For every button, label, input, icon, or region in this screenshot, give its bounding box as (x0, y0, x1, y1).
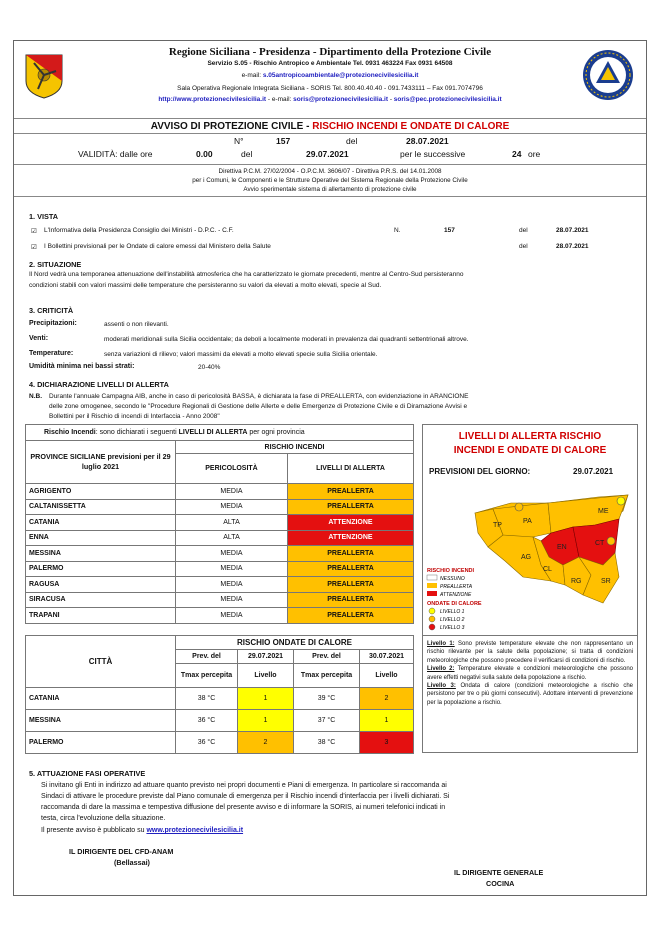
tmax-cell: 39 °C (294, 688, 360, 710)
venti-label: Venti: (29, 335, 49, 342)
livello-cell: PREALLERTA (288, 499, 414, 515)
livello-cell: PREALLERTA (288, 561, 414, 577)
level-cell: 2 (238, 732, 294, 754)
map-label-rg: RG (571, 578, 582, 585)
pericolosita-cell: MEDIA (176, 484, 288, 500)
livello-3-desc (427, 682, 633, 707)
header (14, 41, 646, 119)
header-email-link[interactable]: s.05antropicoambientale@protezionecivilesicilia.it (262, 72, 419, 79)
livello-1-desc (427, 640, 633, 665)
prec-value: assenti o non rilevanti. (104, 321, 169, 328)
temp-value: senza variazioni di rilievo; valori massimi da elevati a molto elevati specie sulla Sicilia orientale. (104, 351, 378, 358)
attuazione-line: testa, circa l'evoluzione della situazione. (41, 815, 166, 822)
table-row (26, 499, 414, 515)
livello-2-label: Livello 2: (427, 666, 455, 673)
legend-dot-l1 (429, 608, 435, 614)
palermo-heat-marker (515, 503, 523, 511)
web-sep-1: - e-mail: (266, 96, 294, 103)
validita-del: del (241, 149, 253, 159)
header-web-link[interactable]: http://www.protezionecivilesicilia.it (158, 96, 267, 103)
col-rischio-incendi: RISCHIO INCENDI (176, 441, 414, 454)
civil-protection-logo (582, 49, 634, 101)
map-label-ag: AG (521, 554, 532, 561)
map-prev-label: PREVISIONI DEL GIORNO: (429, 467, 531, 476)
vista-item2-del: del (519, 243, 528, 250)
livello-cell: ATTENZIONE (288, 515, 414, 531)
table-row (26, 608, 414, 624)
legend-dot-l3 (429, 624, 435, 630)
city-name: MESSINA (26, 710, 176, 732)
legend-calore-title: ONDATE DI CALORE (427, 601, 482, 607)
legend-l1: LIVELLO 1 (440, 609, 465, 615)
attuazione-pub (41, 827, 243, 834)
prev-date-2: 30.07.2021 (360, 650, 414, 664)
map-label-cl: CL (543, 566, 552, 573)
direttive-box (14, 164, 646, 197)
vista-item1-date: 28.07.2021 (556, 227, 589, 234)
col-pericolosita: PERICOLOSITÀ (176, 454, 288, 484)
header-email-line (14, 72, 646, 79)
firma-left-title: IL DIRIGENTE DEL CFD-ANAM (69, 847, 174, 856)
level-cell: 3 (360, 732, 414, 754)
direttive-line: Direttiva P.C.M. 27/02/2004 - O.P.C.M. 3606/07 - Direttiva P.R.S. del 14.01.2008 (218, 168, 442, 175)
validita-label: VALIDITÀ: dalle ore (78, 149, 153, 159)
direttive-line: Avvio sperimentale sistema di allertamento di protezione civile (243, 186, 417, 193)
catania-heat-marker (607, 537, 615, 545)
email-label: e-mail: (241, 72, 262, 79)
city-name: CATANIA (26, 688, 176, 710)
legend-preallerta: PREALLERTA (440, 584, 473, 590)
vista-item1-del: del (519, 227, 528, 234)
header-title: Regione Siciliana - Presidenza - Dipartimento della Protezione Civile (168, 46, 492, 58)
table-row (26, 688, 414, 710)
col-rischio-calore: RISCHIO ONDATE DI CALORE (176, 636, 414, 650)
legend-l2: LIVELLO 2 (440, 617, 465, 623)
livello-cell: ATTENZIONE (288, 530, 414, 546)
col-citta: CITTÀ (26, 636, 176, 688)
situazione-line: condizioni stabili con valori massimi delle temperature che persisteranno su valori da elevati a molto elevati, specie al Sud. (29, 282, 382, 289)
level-cell: 2 (360, 688, 414, 710)
livello-2-text: Temperature elevate e condizioni meteorologiche che possono avere effetti negativi sulla salute della popolazione a rischio. (427, 666, 634, 681)
header-service: Servizio S.05 - Rischio Antropico e Ambientale Tel. 0931 463224 Fax 0931 64508 (207, 60, 453, 67)
col-livelli: LIVELLI DI ALLERTA (288, 454, 414, 484)
attuazione-line: Sindaci di attivare le procedure previste dal Piano comunale di emergenza per il Rischio incendi d'interfaccia per i livelli dichiarati. Si (41, 793, 450, 800)
validita-hour: 0.00 (196, 149, 213, 159)
vista-item1: L'Informativa della Presidenza Consiglio dei Ministri - D.P.C. - C.F. (44, 227, 234, 234)
successive-label: per le successive (400, 149, 466, 159)
del-label: del (346, 136, 358, 146)
province-name: TRAPANI (26, 608, 176, 624)
pericolosita-cell: MEDIA (176, 499, 288, 515)
livello-cell: PREALLERTA (288, 608, 414, 624)
messina-heat-marker (617, 497, 625, 505)
incendi-intro-bold2: LIVELLI DI ALLERTA (178, 429, 248, 436)
province-name: CATANIA (26, 515, 176, 531)
header-sala: Sala Operativa Regionale Integrata Siciliana - SORIS Tel. 800.40.40.40 - 091.7433111 – Fax 091.7074796 (177, 85, 483, 92)
province-name: ENNA (26, 530, 176, 546)
legend-dot-l2 (429, 616, 435, 622)
sicily-map (423, 485, 637, 635)
legend-l3: LIVELLO 3 (440, 625, 465, 631)
web-sep-2: - (388, 96, 394, 103)
firma-right-name: COCINA (486, 879, 515, 888)
situazione-heading: 2. SITUAZIONE (29, 260, 82, 269)
nb-label: N.B. (29, 393, 42, 400)
province-name: SIRACUSA (26, 592, 176, 608)
legend-swatch-preallerta (427, 583, 437, 588)
livello-1-text: Sono previste temperature elevate che non rappresentano un rischio rilevante per la salute della popolazione; si tratta di condizioni meteorologiche che possono precedere il verificarsi di condizioni di rischio. (427, 641, 633, 664)
vista-heading: 1. VISTA (29, 212, 59, 221)
avviso-number: 157 (276, 136, 291, 146)
vista-item1-n-label: N. (394, 227, 401, 234)
direttive-line: per i Comuni, le Componenti e le Strutture Operative del Sistema Regionale della Protezione Civile (192, 177, 468, 184)
livello-label-1: Livello (238, 664, 294, 688)
table-row (26, 577, 414, 593)
dichiarazione-line: Bollettini per il Rischio di incendi di Interfaccia - Anno 2008" (49, 413, 220, 420)
map-label-pa: PA (523, 518, 532, 525)
table-row (26, 592, 414, 608)
dichiarazione-heading: 4. DICHIARAZIONE LIVELLI DI ALLERTA (29, 380, 169, 389)
livello-3-label: Livello 3: (427, 683, 456, 690)
dichiarazione-line: Durante l'annuale Campagna AIB, anche in caso di pericolosità BASSA, è dichiarata la fase di PREALLERTA, con evidenziazione in ARANCIONE (49, 393, 469, 400)
table-row (26, 530, 414, 546)
tmax-cell: 36 °C (176, 732, 238, 754)
incendi-intro-end: per ogni provincia (247, 429, 305, 436)
table-row (26, 710, 414, 732)
city-name: PALERMO (26, 732, 176, 754)
pericolosita-cell: MEDIA (176, 577, 288, 593)
map-label-me: ME (598, 508, 609, 515)
livello-cell: PREALLERTA (288, 484, 414, 500)
incendi-table (25, 440, 414, 624)
livello-2-desc (427, 665, 633, 682)
umid-label: Umidità minima nei bassi strati: (29, 363, 135, 370)
header-web-line (14, 96, 646, 103)
avviso-title-black: AVVISO DI PROTEZIONE CIVILE - (150, 121, 313, 132)
livello-cell: PREALLERTA (288, 546, 414, 562)
umid-value: 20-40% (198, 364, 221, 371)
criticita-heading: 3. CRITICITÀ (29, 306, 74, 315)
prev-del-label-1: Prev. del (176, 650, 238, 664)
header-mail-link[interactable]: soris@protezionecivilesicilia.it (293, 96, 389, 103)
pericolosita-cell: MEDIA (176, 561, 288, 577)
header-pec-link[interactable]: soris@pec.protezionecivilesicilia.it (393, 96, 502, 103)
map-title-1: LIVELLI DI ALLERTA RISCHIO (458, 431, 602, 442)
legend-swatch-nessuno (427, 575, 437, 580)
province-name: AGRIGENTO (26, 484, 176, 500)
validita-hours: 24 (512, 149, 522, 159)
incendi-intro-bold: Rischio Incendi (44, 429, 96, 436)
livelli-description (422, 635, 638, 753)
province-name: CALTANISSETTA (26, 499, 176, 515)
livello-cell: PREALLERTA (288, 577, 414, 593)
prev-date-1: 29.07.2021 (238, 650, 294, 664)
map-label-en: EN (557, 544, 567, 551)
table-row (26, 732, 414, 754)
legend-incendi-title: RISCHIO INCENDI (427, 568, 475, 574)
legend-attenzione: ATTENZIONE (440, 592, 472, 598)
tmax-label-1: Tmax percepita (176, 664, 238, 688)
avviso-number-row (14, 134, 646, 147)
attuazione-line: raccomanda di dare la massima e tempestiva diffusione del presente avviso e di informare la SORIS, ai numeri telefonici indicati in (41, 804, 446, 811)
prev-del-label-2: Prev. del (294, 650, 360, 664)
map-prev-date: 29.07.2021 (573, 467, 614, 476)
incendi-intro-text: : sono dichiarati i seguenti (95, 429, 179, 436)
province-name: MESSINA (26, 546, 176, 562)
situazione-line: Il Nord vedrà una temporanea attenuazione dell'instabilità atmosferica che ha caratterizzato le giornate precedenti, mentre al Centro-Sud persisteranno (29, 271, 464, 278)
validita-row (14, 147, 646, 160)
table-row (26, 546, 414, 562)
attuazione-line: Si invitano gli Enti in indirizzo ad attuare quanto previsto nei propri documenti e Piani di emergenza. In particolare si raccomanda ai (41, 782, 447, 789)
map-label-sr: SR (601, 578, 611, 585)
incendi-intro (25, 424, 414, 440)
table-row (26, 561, 414, 577)
province-name: PALERMO (26, 561, 176, 577)
table-row (26, 515, 414, 531)
level-cell: 1 (238, 688, 294, 710)
map-label-tp: TP (493, 522, 502, 529)
vista-item1-n: 157 (444, 227, 455, 234)
pericolosita-cell: MEDIA (176, 608, 288, 624)
legend-swatch-attenzione (427, 591, 437, 596)
pericolosita-cell: MEDIA (176, 592, 288, 608)
province-name: RAGUSA (26, 577, 176, 593)
vista-item2: I Bollettini previsionali per le Ondate di calore emessi dal Ministero della Salute (44, 243, 271, 250)
avviso-title-red: RISCHIO INCENDI E ONDATE DI CALORE (312, 121, 510, 132)
checkbox-icon: ☑ (31, 244, 37, 251)
map-label-ct: CT (595, 540, 605, 547)
pub-link[interactable]: www.protezionecivilesicilia.it (146, 827, 244, 834)
prec-label: Precipitazioni: (29, 320, 77, 327)
tmax-cell: 38 °C (294, 732, 360, 754)
document-page (13, 40, 647, 896)
tmax-cell: 37 °C (294, 710, 360, 732)
ore-label: ore (528, 149, 541, 159)
n-label: N° (234, 136, 244, 146)
calore-table (25, 635, 414, 754)
pericolosita-cell: ALTA (176, 515, 288, 531)
table-row (26, 484, 414, 500)
livello-cell: PREALLERTA (288, 592, 414, 608)
map-title-2: INCENDI E ONDATE DI CALORE (453, 445, 607, 456)
firma-left-name: (Bellassai) (114, 858, 150, 867)
livello-3-text: Ondata di calore (condizioni meteorologiche a rischio che persistono per tre o più giorni consecutivi). Adottare interventi di prevenzione per la popolazione a rischio. (427, 683, 633, 706)
livello-1-label: Livello 1: (427, 641, 455, 647)
col-province: PROVINCE SICILIANE previsioni per il 29 luglio 2021 (26, 441, 176, 484)
map-box (422, 424, 638, 636)
attuazione-heading: 5. ATTUAZIONE FASI OPERATIVE (29, 769, 146, 778)
pub-text: Il presente avviso è pubblicato su (41, 827, 147, 834)
pericolosita-cell: ALTA (176, 530, 288, 546)
pericolosita-cell: MEDIA (176, 546, 288, 562)
legend-nessuno: NESSUNO (440, 576, 465, 582)
venti-value: moderati meridionali sulla Sicilia occidentale; da deboli a localmente moderati in prevalenza dai quadranti settentrionali altrove. (104, 336, 469, 343)
tmax-cell: 38 °C (176, 688, 238, 710)
level-cell: 1 (238, 710, 294, 732)
livello-label-2: Livello (360, 664, 414, 688)
validita-date: 29.07.2021 (306, 149, 349, 159)
dichiarazione-line: delle zone omogenee, secondo le "Procedure Regionali di Gestione delle Allerte e delle Emergenze di Protezione Civile e di Diramazione Avvisi e (49, 403, 468, 410)
avviso-title (14, 119, 646, 134)
temp-label: Temperature: (29, 350, 74, 357)
checkbox-icon: ☑ (31, 228, 37, 235)
level-cell: 1 (360, 710, 414, 732)
firma-right-title: IL DIRIGENTE GENERALE (454, 868, 544, 877)
sicily-region-logo (24, 53, 64, 99)
avviso-date: 28.07.2021 (406, 136, 449, 146)
tmax-cell: 36 °C (176, 710, 238, 732)
tmax-label-2: Tmax percepita (294, 664, 360, 688)
vista-item2-date: 28.07.2021 (556, 243, 589, 250)
